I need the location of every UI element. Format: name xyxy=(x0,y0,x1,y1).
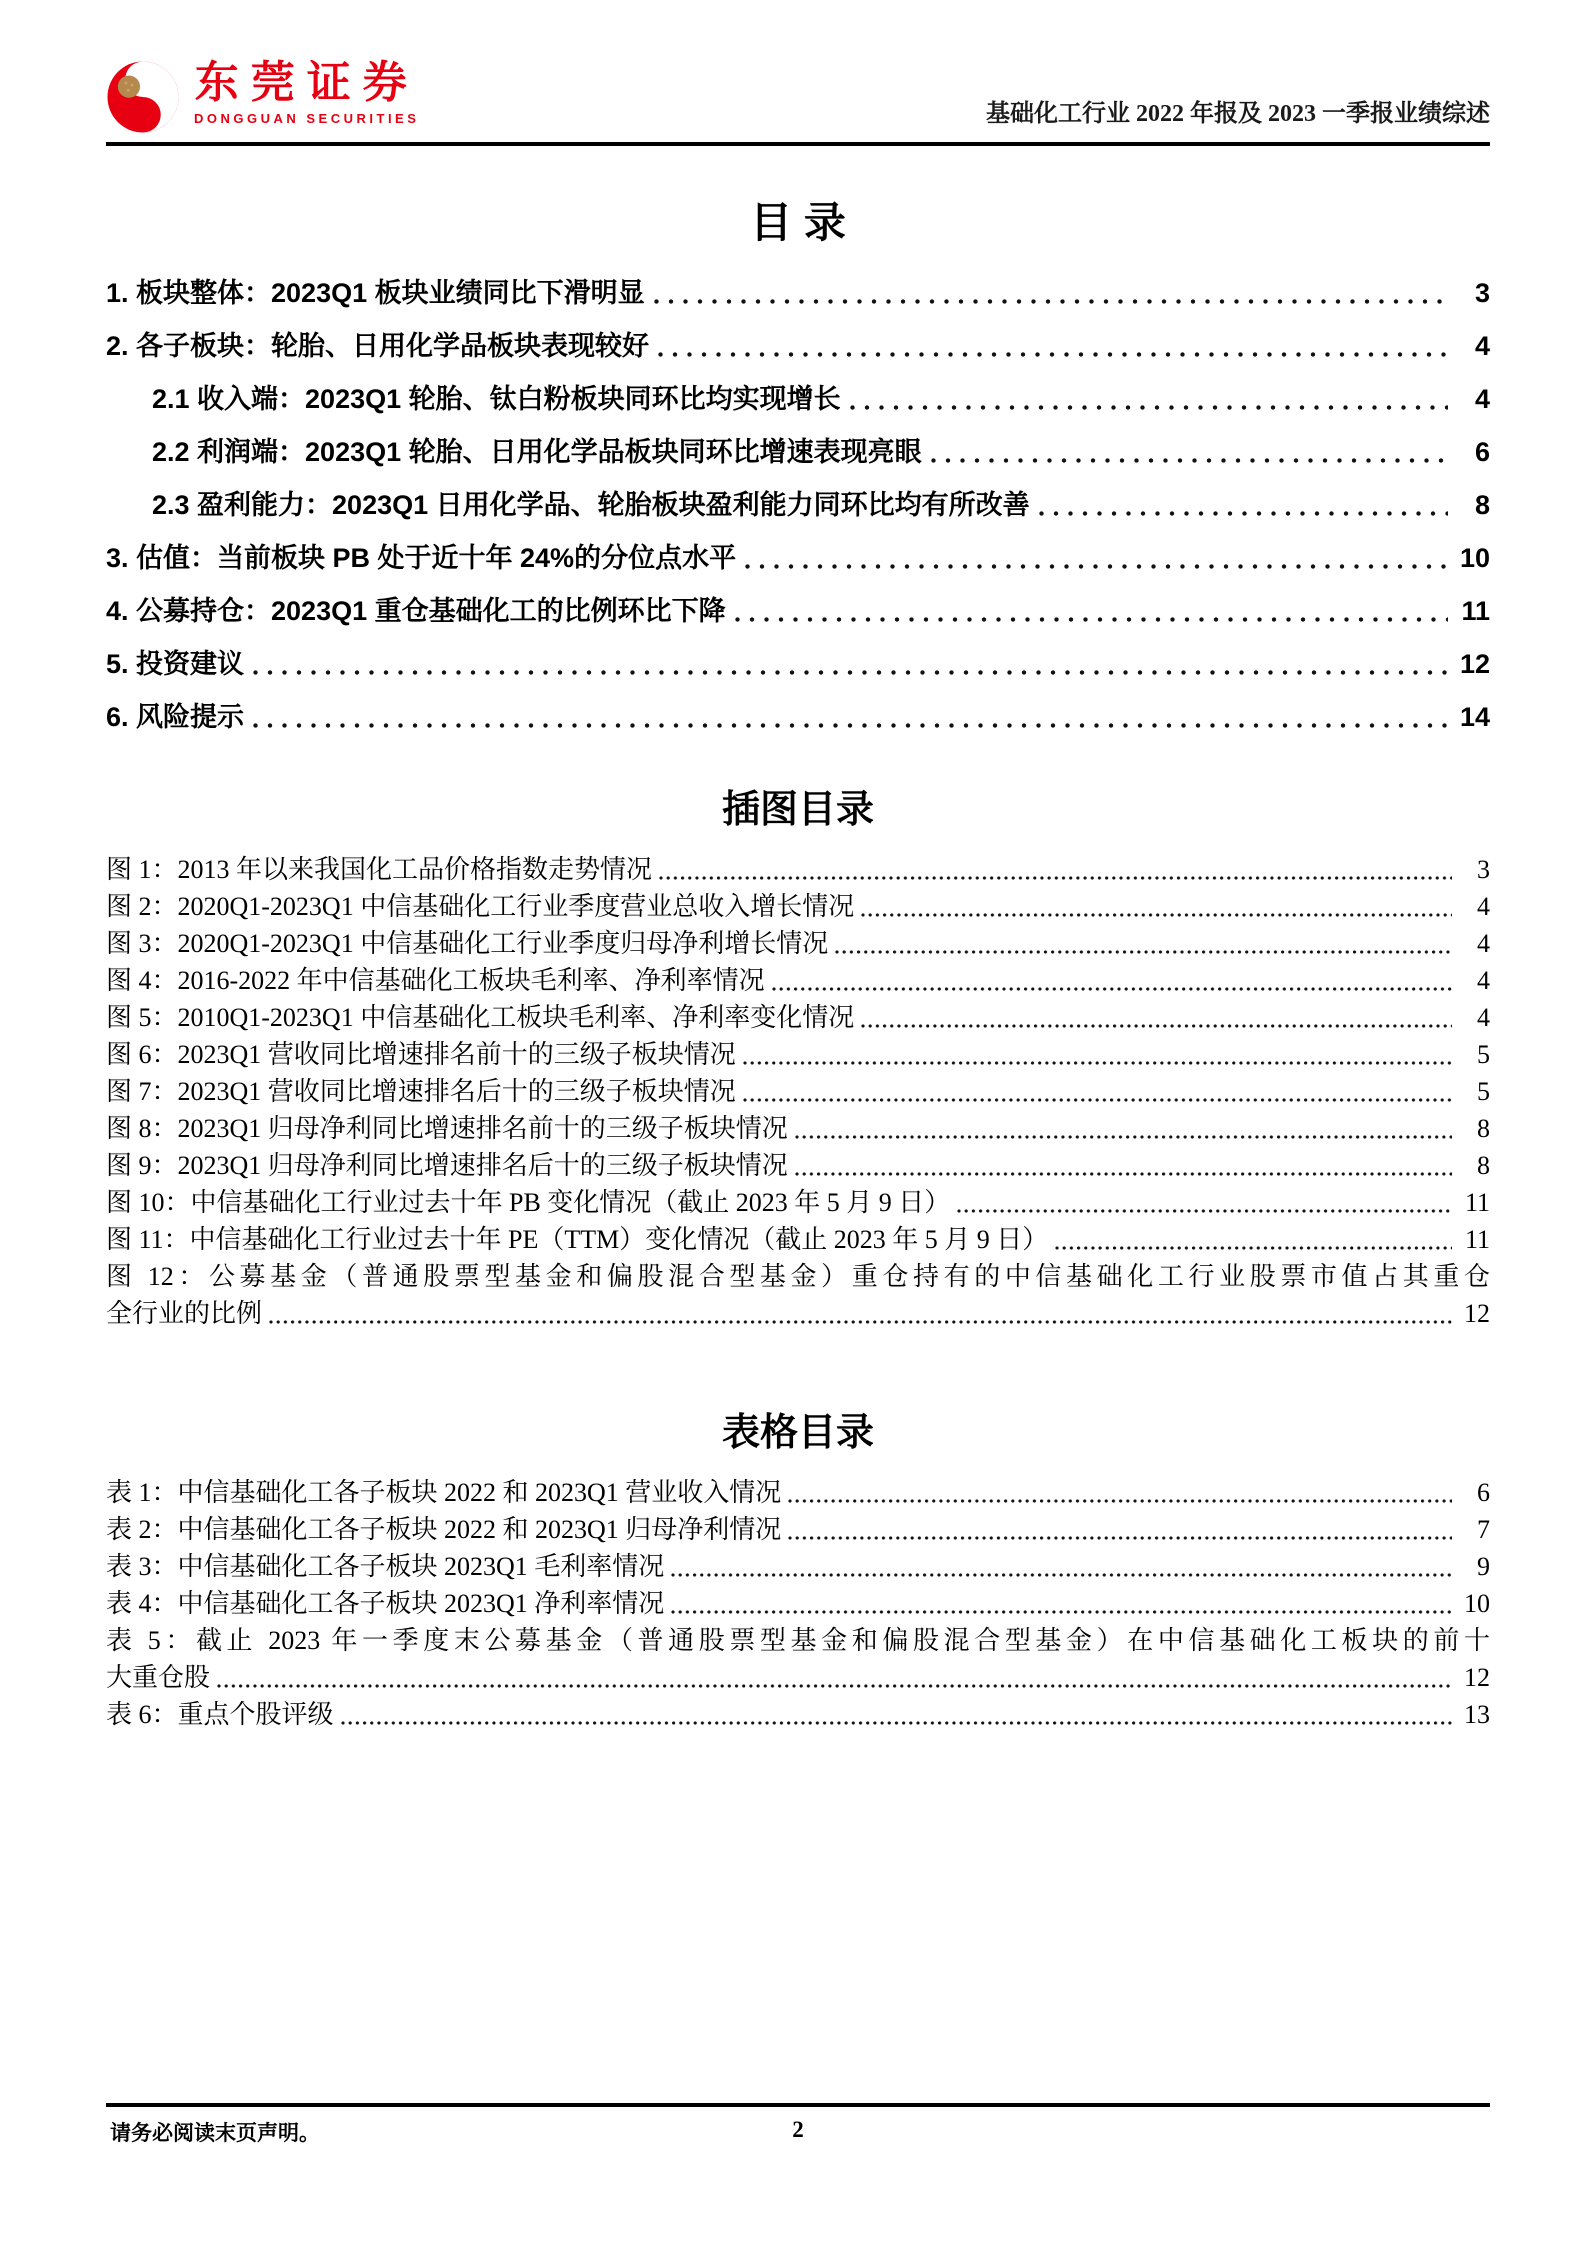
toc-entry-page: 6 xyxy=(1474,437,1490,468)
figure-entry-page: 11 xyxy=(1464,1224,1490,1254)
toc-entry[interactable] xyxy=(106,702,1490,732)
dotted-leader xyxy=(860,1023,1452,1029)
table-entry-page: 7 xyxy=(1477,1514,1490,1544)
footer-page-number: 2 xyxy=(792,2117,804,2142)
table-entry-label: 表 3：中信基础化工各子板块 2023Q1 毛利率情况 xyxy=(106,1551,665,1581)
figure-entry-page: 11 xyxy=(1464,1187,1490,1217)
toc-entry-label: 2. 各子板块：轮胎、日用化学品板块表现较好 xyxy=(106,331,650,362)
dotted-leader xyxy=(744,563,1448,570)
dotted-leader xyxy=(956,1208,1452,1214)
tables-list xyxy=(106,1479,1490,1728)
figure-entry-label: 图 4：2016-2022 年中信基础化工板块毛利率、净利率情况 xyxy=(106,965,765,995)
logo-text xyxy=(194,54,419,126)
figure-entry[interactable] xyxy=(106,1263,1490,1327)
figure-entry-page: 5 xyxy=(1477,1039,1490,1069)
toc-entry-label: 4. 公募持仓：2023Q1 重仓基础化工的比例环比下降 xyxy=(106,596,726,627)
dotted-leader xyxy=(252,722,1448,729)
figure-entry-label: 图 8：2023Q1 归母净利同比增速排名前十的三级子板块情况 xyxy=(106,1113,788,1143)
dotted-leader xyxy=(252,669,1448,676)
figure-entry-label: 图 3：2020Q1-2023Q1 中信基础化工行业季度归母净利增长情况 xyxy=(106,928,829,958)
toc-entry[interactable] xyxy=(106,649,1490,679)
figure-entry[interactable] xyxy=(106,1041,1490,1068)
figure-entry-label: 图 1：2013 年以来我国化工品价格指数走势情况 xyxy=(106,854,653,884)
table-entry-label: 表 4：中信基础化工各子板块 2023Q1 净利率情况 xyxy=(106,1588,665,1618)
page-header xyxy=(106,34,1490,134)
toc-list xyxy=(106,278,1490,732)
figures-list xyxy=(106,856,1490,1327)
dotted-leader xyxy=(787,1535,1452,1541)
report-title: 基础化工行业 2022 年报及 2023 一季报业绩综述 xyxy=(986,101,1490,127)
dotted-leader xyxy=(794,1134,1452,1140)
figure-entry-label: 图 7：2023Q1 营收同比增速排名后十的三级子板块情况 xyxy=(106,1076,736,1106)
dotted-leader xyxy=(657,351,1448,358)
dotted-leader xyxy=(771,986,1452,992)
figure-entry-label-continued: 全行业的比例 xyxy=(106,1298,263,1328)
dotted-leader xyxy=(658,875,1452,881)
toc-entry[interactable] xyxy=(106,543,1490,573)
table-entry[interactable] xyxy=(106,1590,1490,1617)
toc-entry[interactable] xyxy=(106,490,1490,520)
dotted-leader xyxy=(834,949,1452,955)
toc-entry-page: 14 xyxy=(1459,702,1490,733)
dotted-leader xyxy=(1038,510,1448,517)
dotted-leader xyxy=(670,1572,1452,1578)
toc-entry-label: 3. 估值：当前板块 PB 处于近十年 24%的分位点水平 xyxy=(106,543,737,574)
toc-entry-page: 10 xyxy=(1459,543,1490,574)
dotted-leader xyxy=(860,912,1452,918)
dotted-leader xyxy=(734,616,1448,623)
figure-entry[interactable] xyxy=(106,856,1490,883)
toc-entry[interactable] xyxy=(106,384,1490,414)
dotted-leader xyxy=(216,1683,1452,1689)
figure-entry-label: 图 2：2020Q1-2023Q1 中信基础化工行业季度营业总收入增长情况 xyxy=(106,891,855,921)
dotted-leader xyxy=(742,1097,1452,1103)
figure-entry[interactable] xyxy=(106,967,1490,994)
dotted-leader xyxy=(670,1609,1452,1615)
toc-entry[interactable] xyxy=(106,596,1490,626)
dotted-leader xyxy=(340,1720,1452,1726)
table-entry-label: 表 1：中信基础化工各子板块 2022 和 2023Q1 营业收入情况 xyxy=(106,1477,782,1507)
table-entry[interactable] xyxy=(106,1479,1490,1506)
dotted-leader xyxy=(849,404,1448,411)
table-entry-page: 9 xyxy=(1477,1551,1490,1581)
dongguan-securities-logo xyxy=(106,54,419,134)
toc-entry[interactable] xyxy=(106,331,1490,361)
toc-entry-page: 4 xyxy=(1474,384,1490,415)
table-entry-page: 12 xyxy=(1464,1662,1490,1692)
toc-entry-page: 3 xyxy=(1474,278,1490,309)
table-entry-page: 13 xyxy=(1464,1699,1490,1729)
toc-entry[interactable] xyxy=(106,278,1490,308)
toc-entry-page: 4 xyxy=(1474,331,1490,362)
figure-entry-page: 3 xyxy=(1477,854,1490,884)
figure-entry-label: 图 5：2010Q1-2023Q1 中信基础化工板块毛利率、净利率变化情况 xyxy=(106,1002,855,1032)
toc-entry-page: 11 xyxy=(1461,596,1490,627)
table-entry-label: 表 2：中信基础化工各子板块 2022 和 2023Q1 归母净利情况 xyxy=(106,1514,782,1544)
toc-entry-label: 2.2 利润端：2023Q1 轮胎、日用化学品板块同环比增速表现亮眼 xyxy=(152,437,922,468)
figure-entry[interactable] xyxy=(106,1078,1490,1105)
tables-toc-title: 表格目录 xyxy=(721,1411,874,1454)
toc-entry-label: 6. 风险提示 xyxy=(106,702,245,733)
header-divider xyxy=(106,142,1490,146)
figure-entry-page: 8 xyxy=(1477,1150,1490,1180)
figure-entry-label: 图 11：中信基础化工行业过去十年 PE（TTM）变化情况（截止 2023 年 5 月 9 日） xyxy=(106,1224,1049,1254)
figure-entry-page: 12 xyxy=(1464,1298,1490,1328)
table-entry-label-continued: 大重仓股 xyxy=(106,1662,211,1692)
figure-entry-label: 图 6：2023Q1 营收同比增速排名前十的三级子板块情况 xyxy=(106,1039,736,1069)
figure-entry-page: 4 xyxy=(1477,965,1490,995)
dotted-leader xyxy=(268,1319,1452,1325)
toc-entry-page: 12 xyxy=(1459,649,1490,680)
figure-entry-label: 图 12：公募基金（普通股票型基金和偏股混合型基金）重仓持有的中信基础化工行业股票市值占其重仓 xyxy=(106,1261,1490,1291)
figure-entry[interactable] xyxy=(106,1004,1490,1031)
figures-toc-title: 插图目录 xyxy=(721,789,874,832)
toc-entry-label: 1. 板块整体：2023Q1 板块业绩同比下滑明显 xyxy=(106,278,645,309)
page-footer xyxy=(106,2103,1490,2147)
toc-entry[interactable] xyxy=(106,437,1490,467)
toc-title: 目 录 xyxy=(750,199,846,246)
figure-entry-label: 图 10：中信基础化工行业过去十年 PB 变化情况（截止 2023 年 5 月 9 日） xyxy=(106,1187,951,1217)
table-entry-label: 表 5：截止 2023 年一季度末公募基金（普通股票型基金和偏股混合型基金）在中信基础化工板块的前十 xyxy=(106,1625,1490,1655)
toc-entry-label: 2.3 盈利能力：2023Q1 日用化学品、轮胎板块盈利能力同环比均有所改善 xyxy=(152,490,1030,521)
table-entry[interactable] xyxy=(106,1627,1490,1691)
table-entry-page: 6 xyxy=(1477,1477,1490,1507)
figure-entry[interactable] xyxy=(106,930,1490,957)
table-entry[interactable] xyxy=(106,1553,1490,1580)
figure-entry[interactable] xyxy=(106,1189,1490,1216)
figure-entry-page: 5 xyxy=(1477,1076,1490,1106)
figure-entry-wrap-row xyxy=(106,1300,1490,1327)
table-entry-wrap-row xyxy=(106,1664,1490,1691)
figure-entry[interactable] xyxy=(106,1152,1490,1179)
dotted-leader xyxy=(742,1060,1452,1066)
figure-entry[interactable] xyxy=(106,1226,1490,1253)
dotted-leader xyxy=(787,1498,1452,1504)
table-entry[interactable] xyxy=(106,1701,1490,1728)
figure-entry-page: 4 xyxy=(1477,891,1490,921)
toc-entry-label: 2.1 收入端：2023Q1 轮胎、钛白粉板块同环比均实现增长 xyxy=(152,384,841,415)
footer-row xyxy=(106,2117,1490,2147)
toc-entry-page: 8 xyxy=(1474,490,1490,521)
footer-divider xyxy=(106,2103,1490,2107)
logo-english-name: DONGGUAN SECURITIES xyxy=(194,111,420,127)
toc-entry-label: 5. 投资建议 xyxy=(106,649,245,680)
figure-entry-page: 4 xyxy=(1477,1002,1490,1032)
logo-swirl-icon xyxy=(106,60,180,134)
dotted-leader xyxy=(653,298,1448,305)
dotted-leader xyxy=(794,1171,1452,1177)
figure-entry[interactable] xyxy=(106,893,1490,920)
figure-entry-label: 图 9：2023Q1 归母净利同比增速排名后十的三级子板块情况 xyxy=(106,1150,788,1180)
table-entry-page: 10 xyxy=(1464,1588,1490,1618)
figure-entry[interactable] xyxy=(106,1115,1490,1142)
dotted-leader xyxy=(930,457,1448,464)
figure-entry-page: 4 xyxy=(1477,928,1490,958)
table-entry[interactable] xyxy=(106,1516,1490,1543)
footer-disclaimer: 请务必阅读末页声明。 xyxy=(110,2122,320,2145)
dotted-leader xyxy=(1054,1245,1452,1251)
table-entry-label: 表 6：重点个股评级 xyxy=(106,1699,334,1729)
figure-entry-page: 8 xyxy=(1477,1113,1490,1143)
logo-chinese-name: 东莞证券 xyxy=(194,58,419,107)
